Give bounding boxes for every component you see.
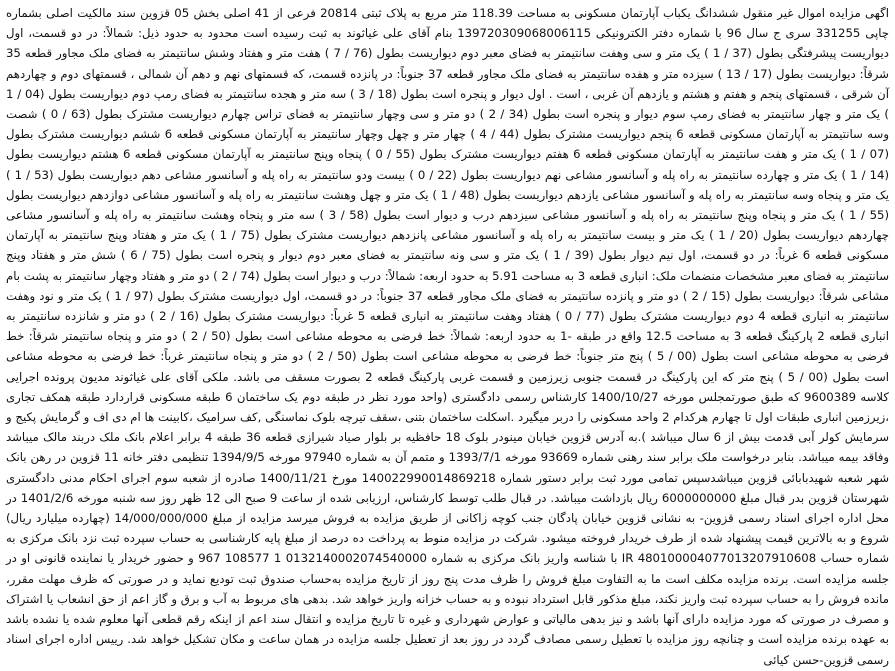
notice-body-text: اگهی مزایده اموال غیر منقول ششدانگ یکباب آپارتمان مسکونی به مساحت 118.39 متر مربع به پلاک ثبتی 20814 فرعی از 41 اصلی بخش 05 قزوین سند مالکیت اصلی بشماره چاپی 331255 سری ج سال 96 با شماره دفتر الکترونیکی 139720309068006115 بنام آقای علی غیاثوند به ثبت رسیده است محدود به حدود ذیل: شمالاً: در دو قسمت، اول دیواریست پیشرفتگی بطول (37 / 1 ) یک متر و سی وهفت سانتیمتر به فضای معبر دوم دیواریست بطول (76 / 7 ) هفت متر و هفتاد وشش سانتیمتر به فضای ملک مجاور قطعه 35 شرقاً: دیواریست بطول (17 / 13 ) سیزده متر و هفده سانتیمتر به فضای ملک مجاور قطعه 37 جنوباً: در پانزده قسمت، که قسمتهای نهم و دهم آن شمالی ، قسمتهای دوم و چهاردهم آن شرقی ، قسمتهای پنجم و هفتم و هشتم و یازدهم آن غربی ، است . اول دیوار و پنجره است بطول (18 / 3 ) سه متر و هجده سانتیمتر به فضای رمپ دوم دیواریست بطول (04 / 1 ) یک متر و چهار سانتیمتر به فضای رمپ سوم دیوار و پنجره است بطول (34 / 2 ) دو متر و سی وچهار سانتیمتر به فضای تراس چهارم دیواریست مشترک بطول (63 / 0 ) شصت وسه سانتیمتر به آپارتمان مسکونی قطعه 6 پنجم دیواریست مشترک بطول (44 / 4 ) چهار متر و چهل وچهار سانتیمتر به آپارتمان مسکونی قطعه 6 ششم دیواریست مشترک بطول (07 / 1 ) یک متر و هفت سانتیمتر به آپارتمان مسکونی قطعه 6 هفتم دیواریست مشترک بطول (55 / 0 ) پنجاه وپنج سانتیمتر به آپارتمان مسکونی قطعه 6 هشتم دیواریست بطول (14 / 1 ) یک متر و چهارده سانتیمتر به راه پله و آسانسور مشاعی نهم دیواریست بطول (22 / 0 ) بیست ودو سانتیمتر به راه پله و آسانسور مشاعی دهم دیواریست بطول (53 / 1 ) یک متر و پنجاه وسه سانتیمتر به راه پله و آسانسور مشاعی یازدهم دیواریست بطول (48 / 1 ) یک متر و چهل وهشت سانتیمتر به راه پله و آسانسور مشاعی دوازدهم دیواریست بطول (55 / 1 ) یک متر و پنجاه وپنج سانتیمتر به راه پله و آسانسور مشاعی سیزدهم درب و دیوار است بطول (58 / 3 ) سه متر و پنجاه وهشت سانتیمتر به راه پله و آسانسور مشاعی چهاردهم دیواریست بطول (20 / 1 ) یک متر و بیست سانتیمتر به راه پله و آسانسور مشاعی پانزدهم دیواریست مشترک بطول (75 / 1 ) یک متر و هفتاد وپنج سانتیمتر به آپارتمان مسکونی قطعه 6 غرباً: در دو قسمت، اول نیم دیوار بطول (39 / 1 ) یک متر و سی ونه سانتیمتر به فضای معبر دوم دیوار و پنجره است بطول (75 / 6 ) شش متر و هفتاد وپنج سانتیمتر به فضای معبر مشخصات منضمات ملک: انباری قطعه 3 به مساحت 5.91 به حدود اربعه: شمالاً: درب و دیوار است بطول (74 / 2 ) دو متر و هفتاد وچهار سانتیمتر به پشت بام مشاعی شرقاً: دیواریست بطول (15 / 2 ) دو متر و پانزده سانتیمتر به فضای ملک مجاور قطعه 37 جنوباً: در دو قسمت، اول دیواریست مشترک بطول (97 / 1 ) یک متر و نود وهفت سانتیمتر به انباری قطعه 4 دوم دیواریست مشترک بطول (77 / 0 ) هفتاد وهفت سانتیمتر به انباری قطعه 5 غرباً: دیواریست مشترک بطول (16 / 2 ) دو متر و شانزده سانتیمتر به انباری قطعه 2 پارکینگ قطعه 3 به مساحت 12.5 واقع در طبقه -1 به حدود اربعه: شمالاً: خط فرضی به محوطه مشاعی است بطول (50 / 2 ) دو متر و پنجاه سانتیمتر شرقاً: خط فرضی به محوطه مشاعی است بطول (00 / 5 ) پنج متر جنوباً: خط فرضی به محوطه مشاعی است بطول (50 / 2 ) دو متر و پنجاه سانتیمتر غرباً: خط فرضی به محوطه مشاعی است بطول (00 / 5 ) پنج متر که این پارکینگ در قسمت جنوبی زیرزمین و قسمت غربی پارکینگ قطعه 2 بصورت مسقف می باشد. ملکی آقای علی غیاثوند مدیون پرونده اجرایی کلاسه 9600389 که طبق صورتمجلس مورخه 1400/10/27 کارشناس رسمی دادگستری (واحد مورد نظر در طبقه دوم یک ساختمان 6 طبقه مسکونی قراردارد طبقه همکف تجاری ،زیرزمین انباری طبقات اول تا چهارم هرکدام 2 واحد مسکونی را دربر میگیرد .اسکلت ساختمان بتنی ،سقف تیرچه بلوک نماسنگی ,کف سرامیک ،کابینت ها ام دی اف و گرمایش پکیج و سرمایش کولر آبی قدمت بیش از 6 سال میباشد ).به آدرس قزوین خیابان مینودر بلوک 18 حافظیه بر بلوار صیاد شیرازی قطعه 36 طبقه 4 برابر اعلام بانک ملک دربند مالک میباشد وفاقد بیمه میباشد. بنابر درخواست ملک برابر سند رهنی شماره 93669 مورخه 1393/7/1 و متمم آن به شماره 97940 مورخه 1394/9/5 تنظیمی دفتر خانه 11 قزوین در رهن بانک شهر شعبه شهیدبابائی قزوین میباشدسپس تمامی مورد ثبت برابر دستور شماره 140022990014869218 مورخ 1400/11/21 صادره از شعبه سوم اجرای احکام مدنی دادگستری شهرستان قزوین بدر قبال مبلغ 6000000000 ریال بازداشت میباشد. در قبال طلب توسط کارشناس، ارزیابی شده از ساعت 9 صبح الی 12 ظهر روز سه شنبه مورخه 1401/2/6 در محل اداره اجرای اسناد رسمی قزوین- به نشانی قزوین خیابان پادگان جنب کوچه زاکانی از طریق مزایده به فروش میرسد مزایده از مبلغ 14/000/000/000 (چهارده میلیارد ریال) شروع و به بالاترین قیمت پیشنهاد شده از طرف خریدار فروخته میشود. شرکت در مزایده منوط به پرداخت ده درصد از مبلغ پایه کارشناسی به حساب سپرده ثبت نزد بانک مرکزی به شماره حساب IR 480100004077013207910608 با شناسه واریز بانک مرکزی به شماره 0132140002074540000 1 108577 967 و حضور خریدار یا نماینده قانونی او در جلسه مزایده است. برنده مزایده مکلف است ما به التفاوت مبلغ فروش را ظرف مدت پنج روز از تاریخ مزایده به‌حساب صندوق ثبت تودیع نماید و در صورتی که ظرف مهلت مقرر، مانده فروش را به حساب سپرده ثبت واریز نکند، مبلغ مذکور قابل استرداد نبوده و به حساب خزانه واریز خواهد شد. بدهی های مربوط به آب و برق و گاز اعم از حق انشعاب یا اشتراک و مصرف در صورتی که مورد مزایده دارای آنها باشد و نیز بدهی مالیاتی و عوارض شهرداری و غیره تا تاریخ مزایده و انتقال سند اعم از اینکه رقم قطعی آنها معلوم شده یا نشده باشد به عهده برنده مزایده است و چنانچه روز مزایده با تعطیل رسمی مصادف گردد در روز بعد از تعطیل جلسه مزایده در همان ساعت و مکان تشکیل خواهد شد. رییس اداره اجرای اسناد رسمی قزوین-حسن کیائی [6, 6, 890, 667]
